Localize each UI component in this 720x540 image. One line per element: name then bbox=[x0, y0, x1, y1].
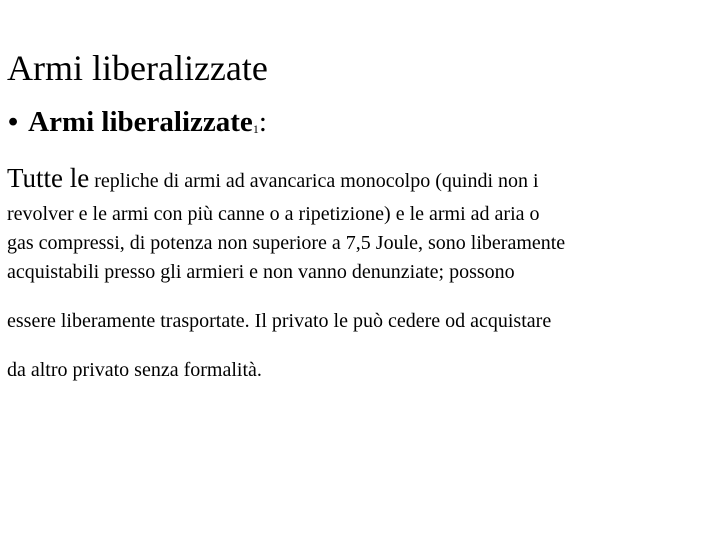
bullet-icon: • bbox=[8, 106, 19, 138]
bullet-heading bbox=[8, 103, 267, 148]
body-line-3: gas compressi, di potenza non superiore a 7,5 Joule, sono liberamente bbox=[7, 232, 566, 254]
bullet-heading-text: Armi liberalizzate bbox=[28, 106, 253, 138]
body-line-1-lead: Tutte le bbox=[7, 163, 90, 193]
slide-title: Armi liberalizzate bbox=[7, 48, 268, 88]
body-line-1-rest: repliche di armi ad avancarica monocolpo (quindi non i bbox=[94, 170, 539, 192]
body-line-1 bbox=[7, 161, 539, 198]
body-line-2: revolver e le armi con più canne o a ripetizione) e le armi ad aria o bbox=[7, 203, 540, 225]
body-line-5: essere liberamente trasportate. Il privato le può cedere od acquistare bbox=[7, 310, 552, 332]
heading-colon: : bbox=[258, 106, 267, 138]
body-line-4: acquistabili presso gli armieri e non vanno denunziate; possono bbox=[7, 261, 515, 283]
footnote-marker: 1 bbox=[252, 122, 259, 136]
body-line-6: da altro privato senza formalità. bbox=[7, 359, 262, 381]
